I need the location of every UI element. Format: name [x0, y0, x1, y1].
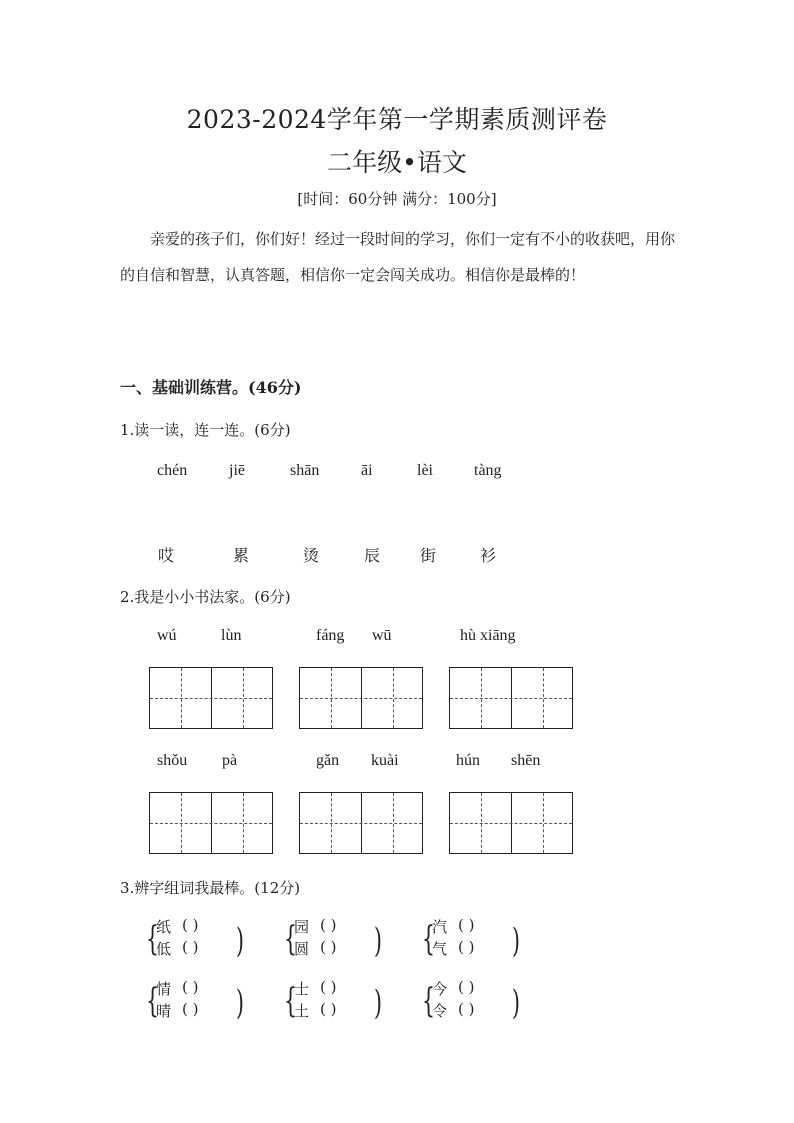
word-pair-group: [422, 978, 532, 1028]
answer-paren[interactable]: ( ): [320, 1000, 337, 1018]
pair-char-top: 纸: [156, 918, 172, 936]
right-brace: ): [236, 983, 244, 1023]
exam-title: 2023-2024学年第一学期素质测评卷: [186, 105, 608, 134]
q2-pinyin-row-1: [0, 627, 794, 651]
word-pair-group: [284, 978, 394, 1028]
section-heading-1: 一、基础训练营。(46分): [120, 378, 302, 397]
pair-char-bottom: 圆: [294, 940, 310, 958]
pair-char-top: 今: [432, 980, 448, 998]
question-1-label: 1.读一读，连一连。(6分): [120, 421, 291, 439]
left-brace: {: [146, 919, 159, 959]
right-brace: ): [236, 921, 244, 961]
pinyin-item: fáng: [316, 627, 345, 644]
answer-paren[interactable]: ( ): [458, 938, 475, 956]
left-brace: {: [284, 981, 297, 1021]
char-item: 衫: [480, 546, 497, 565]
pinyin-item: āi: [361, 462, 373, 479]
pinyin-item: chén: [157, 462, 188, 479]
pinyin-item: hún: [456, 752, 480, 769]
pinyin-item: tàng: [474, 462, 502, 479]
exam-subtitle: 二年级•语文: [327, 148, 467, 177]
writing-grid[interactable]: [299, 792, 423, 854]
answer-paren[interactable]: ( ): [182, 938, 199, 956]
pinyin-item: wū: [372, 627, 392, 644]
writing-grid[interactable]: [149, 667, 273, 729]
word-pair-group: [284, 916, 394, 966]
pair-char-bottom: 气: [432, 940, 448, 958]
char-item: 累: [233, 546, 250, 565]
pair-char-top: 园: [294, 918, 310, 936]
pinyin-item: gǎn: [316, 752, 340, 769]
left-brace: {: [422, 919, 435, 959]
pinyin-item: lùn: [221, 627, 242, 644]
question-3-label: 3.辨字组词我最棒。(12分): [120, 879, 301, 897]
char-item: 街: [420, 546, 437, 565]
right-brace: ): [512, 983, 520, 1023]
answer-paren[interactable]: ( ): [320, 938, 337, 956]
char-item: 哎: [158, 546, 175, 565]
answer-paren[interactable]: ( ): [458, 978, 475, 996]
q2-pinyin-row-2: [0, 752, 794, 776]
pinyin-item: wú: [157, 627, 177, 644]
answer-paren[interactable]: ( ): [182, 1000, 199, 1018]
answer-paren[interactable]: ( ): [320, 916, 337, 934]
right-brace: ): [374, 983, 382, 1023]
pinyin-item: kuài: [371, 752, 399, 769]
answer-paren[interactable]: ( ): [458, 1000, 475, 1018]
q1-char-row: [0, 543, 794, 567]
pair-char-top: 士: [294, 980, 310, 998]
left-brace: {: [146, 981, 159, 1021]
word-pair-group: [146, 978, 256, 1028]
pinyin-item: lèi: [417, 462, 433, 479]
q1-pinyin-row: [0, 462, 794, 486]
pinyin-item: jiē: [229, 462, 245, 479]
word-pair-group: [146, 916, 256, 966]
pinyin-item: hù xiāng: [460, 627, 516, 644]
pair-char-bottom: 低: [156, 940, 172, 958]
pair-char-bottom: 土: [294, 1002, 310, 1020]
right-brace: ): [512, 921, 520, 961]
answer-paren[interactable]: ( ): [182, 916, 199, 934]
char-item: 烫: [303, 546, 320, 565]
char-item: 辰: [364, 546, 381, 565]
answer-paren[interactable]: ( ): [320, 978, 337, 996]
pair-char-top: 情: [156, 980, 172, 998]
writing-grid[interactable]: [449, 792, 573, 854]
pinyin-item: pà: [222, 752, 238, 769]
writing-grid[interactable]: [149, 792, 273, 854]
exam-meta: [时间：60分钟 满分：100分]: [297, 190, 497, 208]
writing-grid[interactable]: [299, 667, 423, 729]
left-brace: {: [284, 919, 297, 959]
answer-paren[interactable]: ( ): [458, 916, 475, 934]
question-2-label: 2.我是小小书法家。(6分): [120, 588, 291, 606]
writing-grid[interactable]: [449, 667, 573, 729]
left-brace: {: [422, 981, 435, 1021]
pair-char-bottom: 晴: [156, 1002, 172, 1020]
right-brace: ): [374, 921, 382, 961]
pinyin-item: shān: [290, 462, 320, 479]
pinyin-item: shǒu: [157, 752, 188, 769]
pair-char-bottom: 令: [432, 1002, 448, 1020]
answer-paren[interactable]: ( ): [182, 978, 199, 996]
word-pair-group: [422, 916, 532, 966]
pair-char-top: 汽: [432, 918, 448, 936]
pinyin-item: shēn: [511, 752, 541, 769]
intro-paragraph: 亲爱的孩子们，你们好！经过一段时间的学习，你们一定有不小的收获吧，用你的自信和智慧，认真答题，相信你一定会闯关成功。相信你是最棒的！: [120, 230, 676, 284]
